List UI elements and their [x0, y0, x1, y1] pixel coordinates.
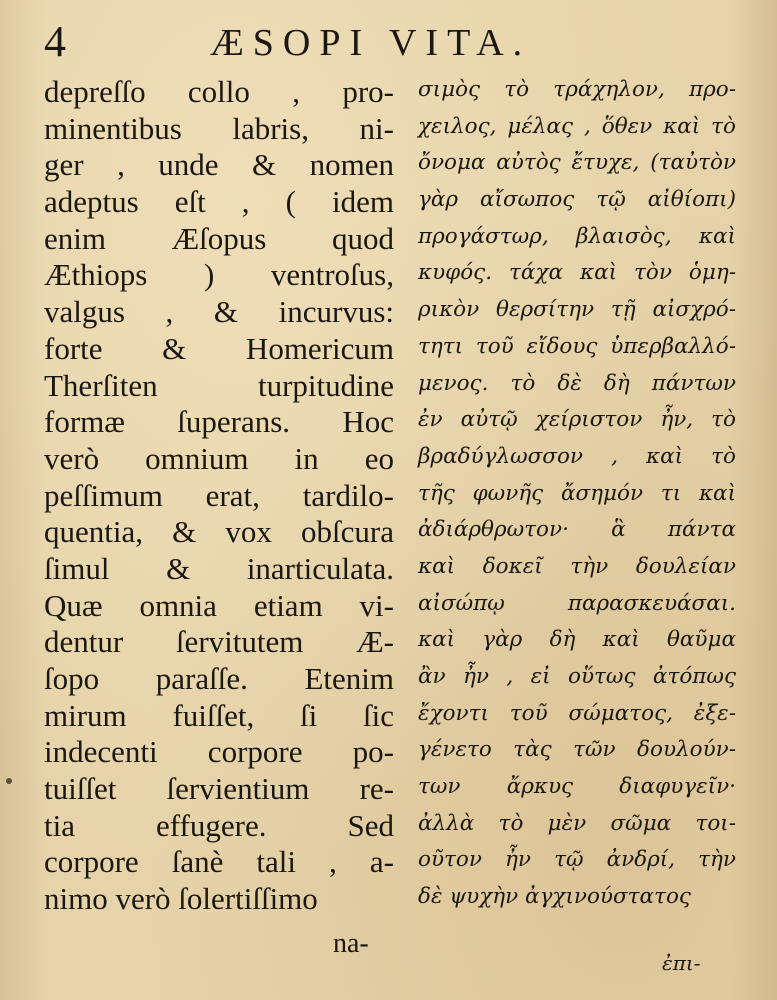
- latin-line: Quæ omnia etiam vi-: [44, 587, 394, 623]
- greek-line: τῆς φωνῆς ἄσημόν τι καὶ: [418, 480, 736, 506]
- latin-line: ſopo paraſſe. Etenim: [44, 661, 394, 696]
- latin-line: depreſſo collo , pro-: [44, 74, 394, 109]
- running-title: ÆSOPI VITA.: [210, 22, 532, 64]
- greek-line: κυφός. τάχα καὶ τὸν ὁμη-: [418, 260, 736, 286]
- greek-line: γὰρ αἴσωπος τῷ αἰθίοπι): [418, 187, 736, 213]
- greek-line: ἀδιάρθρωτον· ἃ πάντα: [418, 517, 736, 543]
- greek-line: προγάστωρ, βλαισὸς, καὶ: [418, 223, 736, 249]
- latin-line: Æthiops ) ventroſus,: [44, 257, 394, 293]
- latin-line: dentur ſervitutem Æ-: [44, 624, 394, 660]
- greek-line: των ἄρκυς διαφυγεῖν·: [418, 774, 736, 800]
- latin-line: verò omnium in eo: [44, 440, 394, 476]
- latin-line: ſimul & inarticulata.: [44, 550, 394, 586]
- latin-line: indecenti corpore po-: [44, 734, 394, 770]
- greek-line: σιμὸς τὸ τράχηλον, προ-: [418, 77, 736, 102]
- latin-line: nimo verò ſolertiſſimo: [44, 881, 318, 917]
- latin-column: [44, 74, 394, 918]
- latin-line: formæ ſuperans. Hoc: [44, 404, 394, 440]
- latin-line: peſſimum erat, tardilo-: [44, 477, 394, 513]
- greek-line: βραδύγλωσσον , καὶ τὸ: [418, 443, 736, 469]
- latin-line: ger , unde & nomen: [44, 147, 394, 183]
- latin-line: mirum fuiſſet, ſi ſic: [44, 697, 394, 733]
- greek-line: ρικὸν θερσίτην τῇ αἰσχρό-: [418, 297, 736, 323]
- greek-line: ἐν αὐτῷ χείριστον ἦν, τὸ: [418, 407, 736, 433]
- greek-line: δὲ ψυχὴν ἀγχινούστατος: [418, 884, 691, 910]
- greek-line: αἰσώπῳ παρασκευάσαι.: [418, 590, 736, 616]
- greek-line: καὶ γὰρ δὴ καὶ θαῦμα: [418, 627, 736, 653]
- greek-catchword: ἐπι-: [662, 951, 701, 975]
- latin-line: minentibus labris, ni-: [44, 110, 394, 146]
- latin-line: quentia, & vox obſcura: [44, 514, 394, 550]
- latin-line: tuiſſet ſervientium re-: [44, 771, 394, 807]
- greek-line: χειλος, μέλας , ὅθεν καὶ τὸ: [418, 113, 736, 139]
- latin-line: tia effugere. Sed: [44, 807, 394, 843]
- page-number: 4: [44, 17, 66, 66]
- latin-line: Therſiten turpitudine: [44, 367, 394, 403]
- greek-line: ὄνομα αὐτὸς ἔτυχε, (ταὐτὸν: [418, 150, 736, 176]
- greek-line: ἔχοντι τοῦ σώματος, ἐξε-: [418, 700, 736, 726]
- latin-line: forte & Homericum: [44, 330, 394, 366]
- latin-line: enim Æſopus quod: [44, 220, 394, 256]
- greek-line: οῦτον ἦν τῷ ἀνδρί, τὴν: [418, 847, 736, 873]
- greek-line: καὶ δοκεῖ τὴν δουλείαν: [418, 553, 736, 579]
- latin-catchword: na-: [333, 928, 369, 959]
- greek-line: ἂν ἦν , εἰ οὕτως ἀτόπως: [418, 664, 736, 689]
- greek-line: μενος. τὸ δὲ δὴ πάντων: [418, 370, 736, 396]
- greek-line: γένετο τὰς τῶν δουλούν-: [418, 737, 736, 763]
- greek-column: [418, 72, 736, 916]
- greek-line: τητι τοῦ εἴδους ὑπερβαλλό-: [418, 333, 736, 359]
- margin-mark: [6, 778, 12, 784]
- latin-line: adeptus eſt , ( idem: [44, 184, 394, 220]
- greek-line: ἀλλὰ τὸ μὲν σῶμα τοι-: [418, 810, 736, 836]
- latin-line: valgus , & incurvus:: [44, 294, 394, 330]
- latin-line: corpore ſanè tali , a-: [44, 844, 394, 880]
